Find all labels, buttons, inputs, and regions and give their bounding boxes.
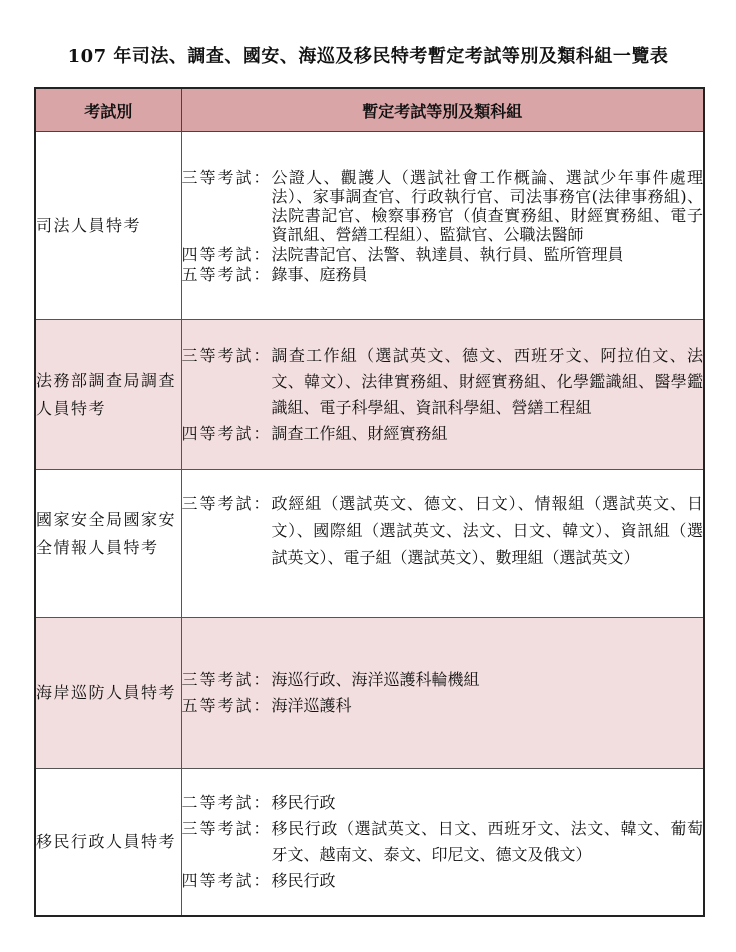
grade-line (182, 693, 704, 719)
table-row (35, 320, 704, 470)
grade-level: 三等考試： (181, 167, 272, 187)
grades-cell (181, 618, 704, 769)
table-row (35, 132, 704, 320)
grade-subjects: 海巡行政、海洋巡護科輪機組 (271, 670, 480, 689)
grade-line (182, 168, 704, 244)
category-cell: 海岸巡防人員特考 (35, 618, 181, 769)
grade-level: 四等考試： (181, 870, 272, 890)
grade-line (182, 868, 704, 894)
grade-level: 三等考試： (181, 345, 272, 365)
grade-level: 五等考試： (181, 696, 272, 715)
table-row (35, 618, 704, 769)
grade-line (182, 421, 704, 447)
grades-cell (181, 132, 704, 320)
page-title: 107 年司法、調查、國安、海巡及移民特考暫定考試等別及類科組一覽表 (67, 46, 669, 67)
table-row (35, 769, 704, 916)
grade-subjects: 移民行政 (271, 792, 336, 812)
category-cell: 司法人員特考 (35, 132, 181, 320)
grade-subjects: 政經組（選試英文、德文、日文）、情報組（選試英文、日文）、國際組（選試英文、法文、日文、韓文）、資訊組（選試英文）、電子組（選試英文）、數理組（選試英文） (271, 494, 703, 567)
header-exam-type: 考試別 (35, 88, 181, 132)
grade-subjects: 公證人、觀護人（選試社會工作概論、選試少年事件處理法）、家事調查官、行政執行官、司法事務官(法律事務組)、法院書記官、檢察事務官（偵查實務組、財經實務組、電子資訊組、營繕工程組）、監獄官、公職法醫師 (271, 167, 703, 244)
grade-subjects: 調查工作組、財經實務組 (271, 423, 448, 443)
grade-level: 五等考試： (181, 264, 272, 284)
grade-level: 四等考試： (181, 423, 272, 443)
grade-subjects: 法院書記官、法警、執達員、執行員、監所管理員 (271, 244, 624, 264)
grade-level: 三等考試： (181, 494, 272, 513)
grade-subjects: 海洋巡護科 (271, 696, 352, 715)
grade-subjects: 錄事、庭務員 (271, 264, 368, 284)
grade-level: 四等考試： (181, 244, 272, 264)
table-row (35, 470, 704, 618)
grades-cell (181, 470, 704, 618)
exam-table (34, 87, 705, 917)
category-cell: 國家安全局國家安全情報人員特考 (35, 470, 181, 618)
grade-subjects: 移民行政（選試英文、日文、西班牙文、法文、韓文、葡萄牙文、越南文、泰文、印尼文、德文及俄文） (271, 818, 703, 864)
grade-level: 二等考試： (181, 792, 272, 812)
grade-line (182, 816, 704, 868)
header-grades: 暫定考試等別及類科組 (181, 88, 704, 132)
grade-level: 三等考試： (181, 670, 272, 689)
grade-line (182, 245, 704, 264)
grades-cell (181, 320, 704, 470)
header-row (35, 88, 704, 132)
grade-line (182, 490, 704, 571)
category-cell: 法務部調查局調查人員特考 (35, 320, 181, 470)
grades-cell (181, 769, 704, 916)
grade-line (182, 790, 704, 816)
grade-subjects: 移民行政 (271, 870, 336, 890)
grade-line (182, 265, 704, 284)
grade-line (182, 667, 704, 693)
category-cell: 移民行政人員特考 (35, 769, 181, 916)
grade-line (182, 343, 704, 421)
grade-subjects: 調查工作組（選試英文、德文、西班牙文、阿拉伯文、法文、韓文）、法律實務組、財經實務組、化學鑑識組、醫學鑑識組、電子科學組、資訊科學組、營繕工程組 (271, 345, 703, 417)
grade-level: 三等考試： (181, 818, 272, 838)
